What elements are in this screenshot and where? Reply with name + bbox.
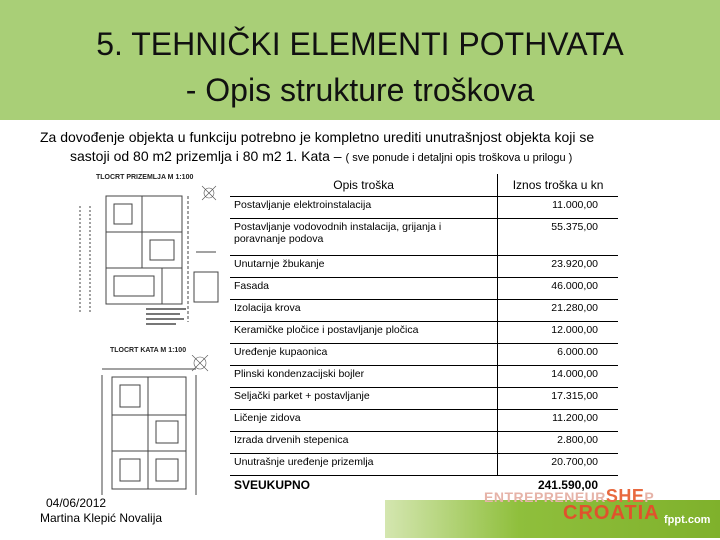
logo-text-main: ENTREPRENEUR [484, 489, 606, 505]
row-amount: 55.375,00 [498, 219, 618, 256]
row-description: Postavljanje elektroinstalacija [230, 197, 498, 219]
row-description: Ličenje zidova [230, 410, 498, 432]
total-label: SVEUKUPNO [234, 478, 311, 492]
row-description: Izolacija krova [230, 300, 498, 322]
row-amount: 2.800,00 [498, 432, 618, 454]
footer-author: Martina Klepić Novalija [40, 511, 163, 525]
row-description: Izrada drvenih stepenica [230, 432, 498, 454]
cost-table-header [230, 174, 618, 197]
row-amount: 20.700,00 [498, 454, 618, 476]
intro-text [40, 128, 700, 168]
ground-floor-plan-title: TLOCRT PRIZEMLJA M 1:100 [96, 174, 194, 181]
logo-text-accent: SHE [605, 486, 645, 506]
table-row [230, 366, 618, 388]
row-amount: 12.000,00 [498, 322, 618, 344]
row-amount: 46.000,00 [498, 278, 618, 300]
row-amount: 11.000,00 [498, 197, 618, 219]
table-row [230, 432, 618, 454]
row-amount: 14.000,00 [498, 366, 618, 388]
slide-title-line-2: - Opis strukture troškova [185, 72, 535, 108]
row-description: Postavljanje vodovodnih instalacija, grijanja i poravnanje podova [230, 219, 498, 256]
table-row [230, 344, 618, 366]
table-row [230, 322, 618, 344]
row-amount: 11.200,00 [498, 410, 618, 432]
title-bar [0, 0, 720, 120]
intro-note: ( sve ponude i detaljni opis troškova u prilogu ) [345, 152, 573, 164]
row-description: Unutrašnje uređenje prizemlja [230, 454, 498, 476]
slide-title-line-1: 5. TEHNIČKI ELEMENTI POTHVATA [96, 26, 624, 62]
row-amount: 23.920,00 [498, 256, 618, 278]
fppt-watermark: fppt.com [664, 514, 711, 526]
table-row [230, 300, 618, 322]
row-description: Plinski kondenzacijski bojler [230, 366, 498, 388]
intro-line-2-main: sastoji od 80 m2 prizemlja i 80 m2 1. Kata – [70, 148, 342, 164]
table-row [230, 278, 618, 300]
total-amount: 241.590,00 [537, 478, 598, 492]
row-amount: 21.280,00 [498, 300, 618, 322]
row-amount: 6.000.00 [498, 344, 618, 366]
table-row [230, 454, 618, 476]
first-floor-plan-title: TLOCRT KATA M 1:100 [110, 347, 187, 354]
row-description: Keramičke pločice i postavljanje pločica [230, 322, 498, 344]
intro-line-2 [40, 147, 700, 168]
croatia-logo-text: CROATIA [563, 502, 660, 524]
table-row [230, 219, 618, 256]
cost-table [230, 174, 618, 497]
footer-date: 04/06/2012 [46, 496, 107, 510]
intro-line-1: Za dovođenje objekta u funkciju potrebno je kompletno urediti unutrašnjost objekta koji se [40, 129, 595, 145]
row-description: Uređenje kupaonica [230, 344, 498, 366]
ground-floor-plan [70, 182, 220, 332]
row-description: Fasada [230, 278, 498, 300]
logo-text-end: P [644, 489, 655, 505]
column-header-description: Opis troška [230, 174, 498, 197]
table-row [230, 410, 618, 432]
row-description: Seljački parket + postavljanje [230, 388, 498, 410]
column-header-amount: Iznos troška u kn [498, 174, 618, 197]
row-amount: 17.315,00 [498, 388, 618, 410]
table-row [230, 197, 618, 219]
row-description: Unutarnje žbukanje [230, 256, 498, 278]
table-row [230, 256, 618, 278]
footer [40, 496, 162, 526]
table-row [230, 388, 618, 410]
first-floor-plan [84, 355, 214, 505]
